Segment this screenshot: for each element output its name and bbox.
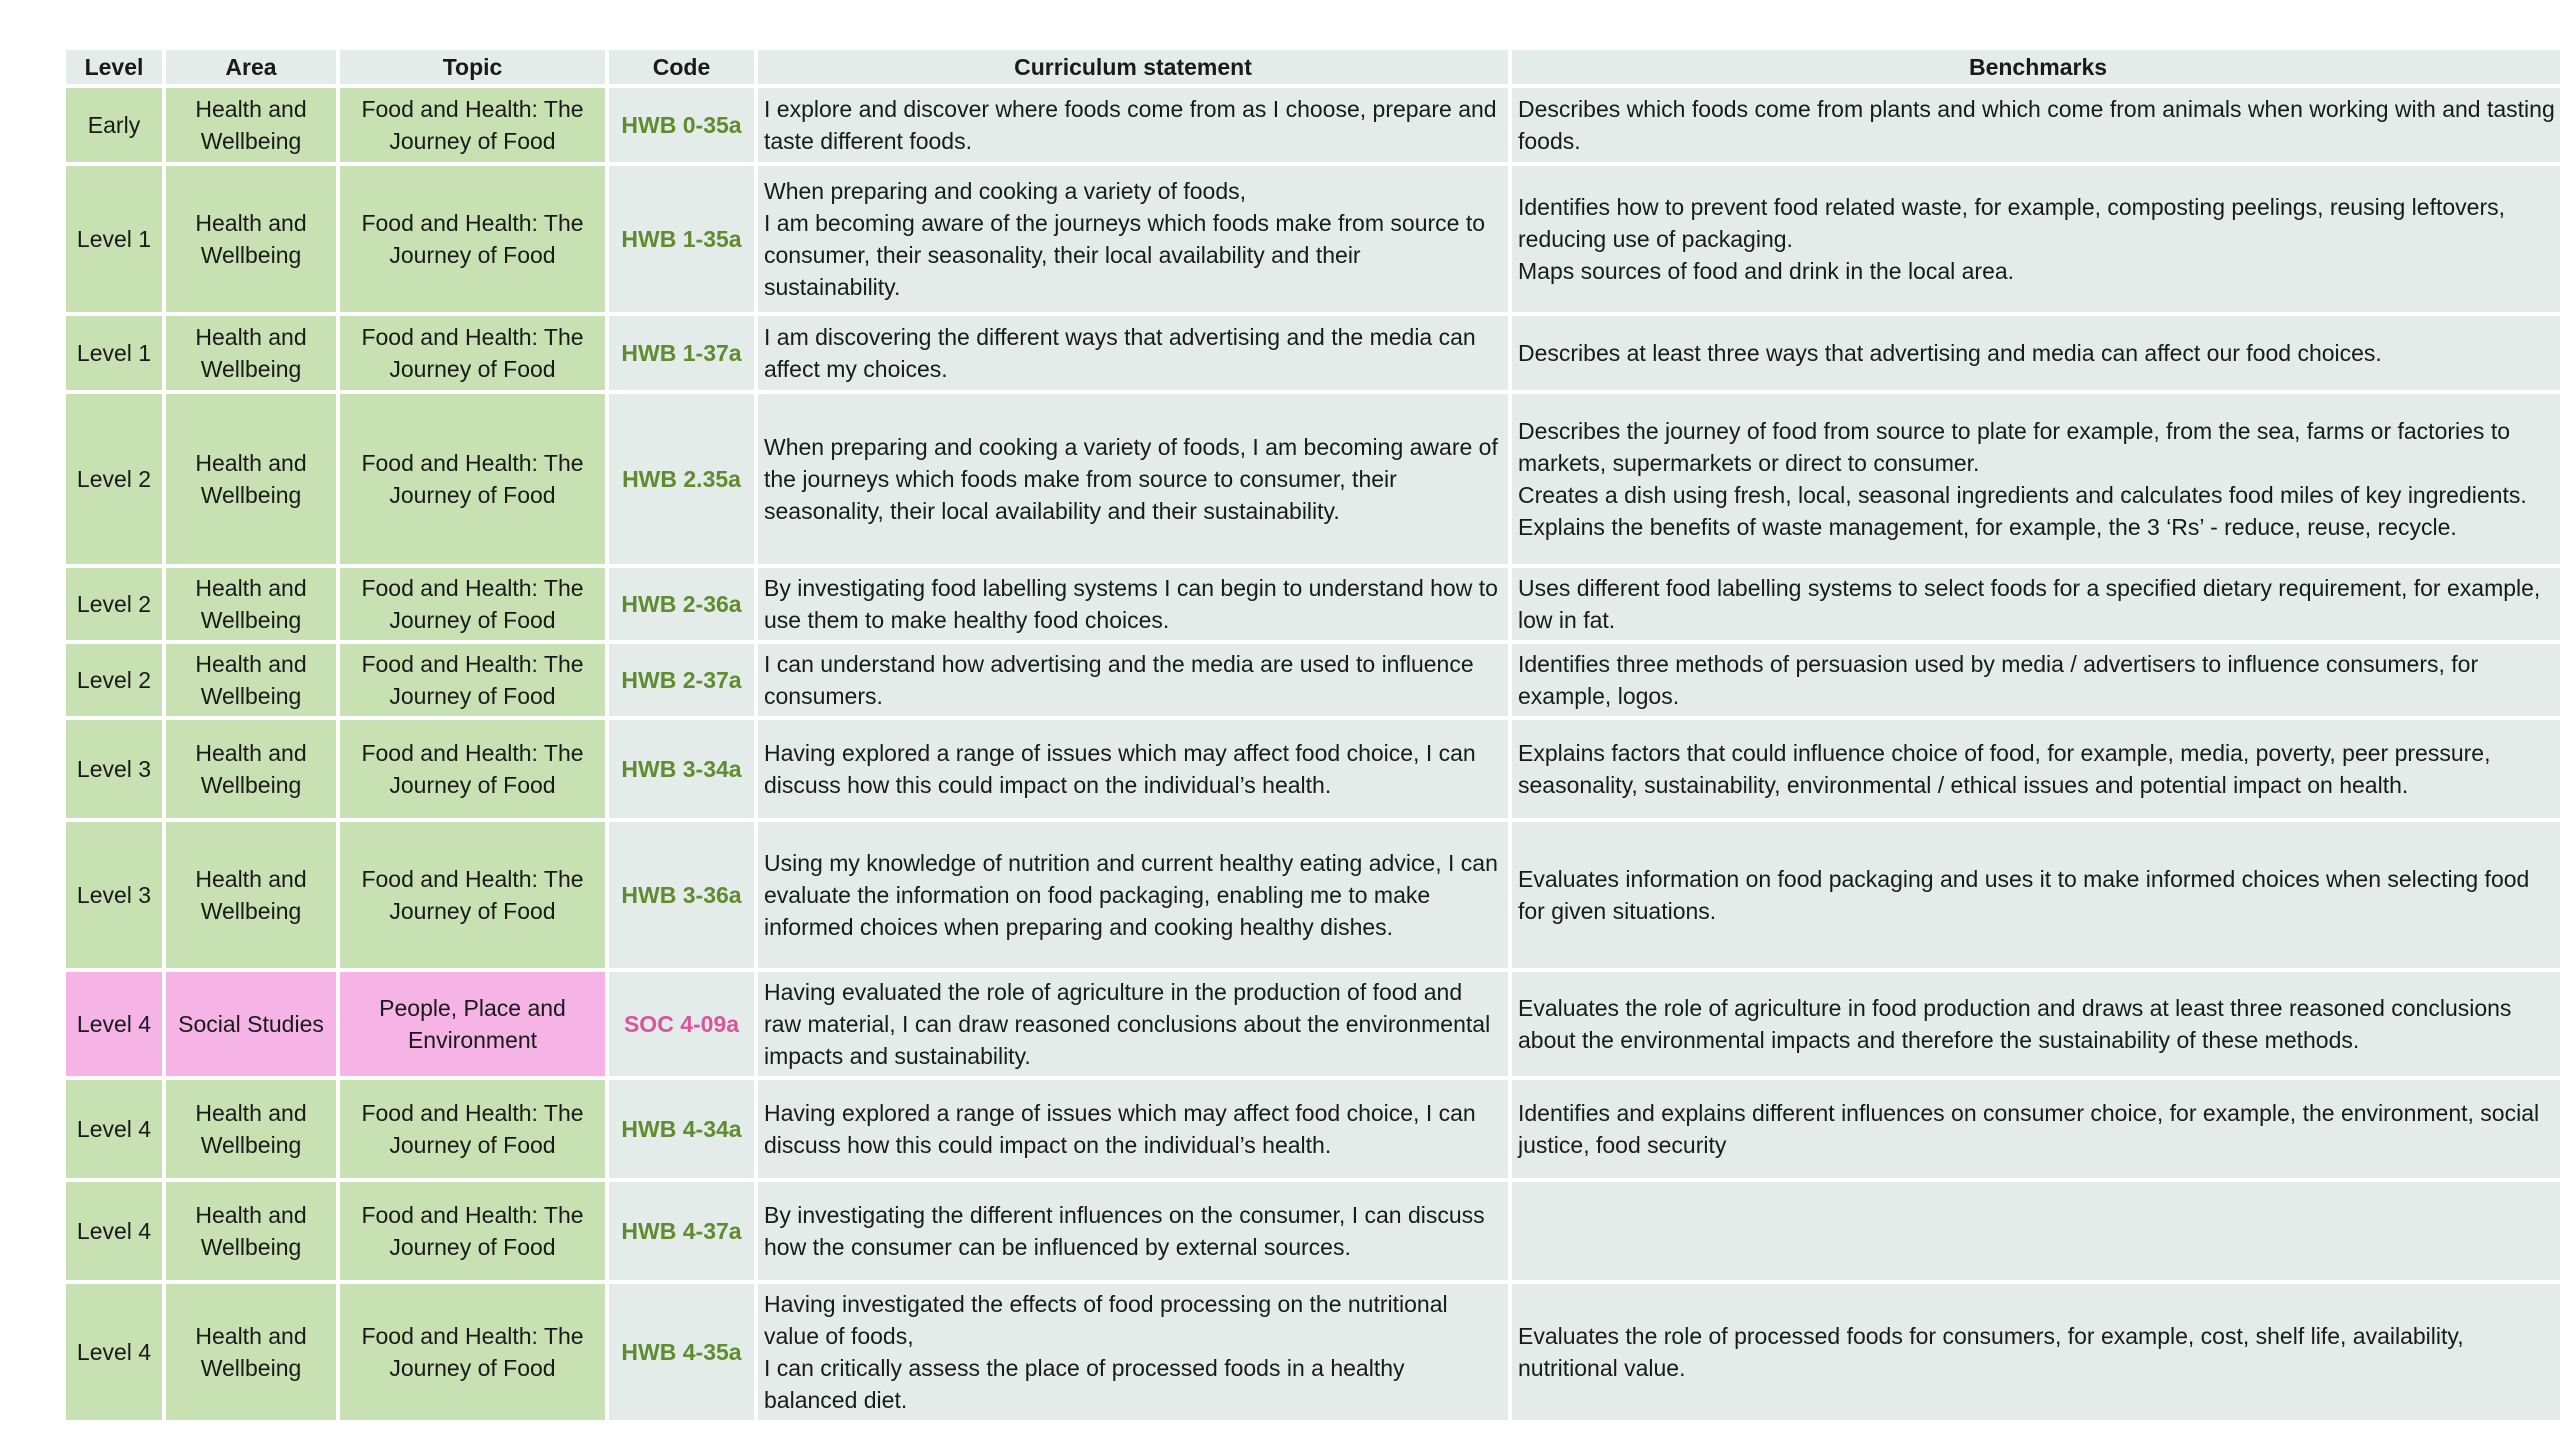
code-cell: HWB 4-37a (609, 1182, 754, 1280)
benchmarks-cell: Identifies and explains different influences on consumer choice, for example, the environment, social justice, food security (1512, 1080, 2560, 1178)
level-cell: Level 4 (66, 1080, 162, 1178)
header-statement: Curriculum statement (758, 50, 1508, 84)
level-cell: Level 2 (66, 568, 162, 640)
benchmarks-cell: Uses different food labelling systems to select foods for a specified dietary requirement, for example, low in fat. (1512, 568, 2560, 640)
header-topic: Topic (340, 50, 605, 84)
area-cell: Health and Wellbeing (166, 1284, 336, 1420)
area-cell: Health and Wellbeing (166, 1182, 336, 1280)
table-row (66, 972, 2560, 1076)
code-cell: HWB 4-34a (609, 1080, 754, 1178)
code-cell: HWB 3-34a (609, 720, 754, 818)
benchmarks-cell: Identifies three methods of persuasion used by media / advertisers to influence consumers, for example, logos. (1512, 644, 2560, 716)
table-row (66, 822, 2560, 968)
table-row (66, 568, 2560, 640)
area-cell: Health and Wellbeing (166, 822, 336, 968)
area-cell: Health and Wellbeing (166, 568, 336, 640)
code-cell: HWB 2.35a (609, 394, 754, 564)
topic-cell: Food and Health: The Journey of Food (340, 88, 605, 162)
statement-cell: I explore and discover where foods come from as I choose, prepare and taste different foods. (758, 88, 1508, 162)
curriculum-table (62, 46, 2560, 1424)
table-row (66, 394, 2560, 564)
code-cell: HWB 2-36a (609, 568, 754, 640)
area-cell: Health and Wellbeing (166, 88, 336, 162)
area-cell: Health and Wellbeing (166, 394, 336, 564)
table-row (66, 720, 2560, 818)
topic-cell: Food and Health: The Journey of Food (340, 568, 605, 640)
topic-cell: Food and Health: The Journey of Food (340, 644, 605, 716)
benchmarks-cell: Evaluates the role of processed foods for consumers, for example, cost, shelf life, availability, nutritional value. (1512, 1284, 2560, 1420)
table-row (66, 1080, 2560, 1178)
level-cell: Level 2 (66, 644, 162, 716)
topic-cell: Food and Health: The Journey of Food (340, 166, 605, 312)
statement-cell: Having investigated the effects of food processing on the nutritional value of foods, I can critically assess the place of processed foods in a healthy balanced diet. (758, 1284, 1508, 1420)
level-cell: Level 1 (66, 166, 162, 312)
table-row (66, 166, 2560, 312)
level-cell: Early (66, 88, 162, 162)
table-row (66, 1284, 2560, 1420)
code-cell: HWB 1-35a (609, 166, 754, 312)
topic-cell: Food and Health: The Journey of Food (340, 822, 605, 968)
code-cell: HWB 1-37a (609, 316, 754, 390)
table-row (66, 316, 2560, 390)
code-cell: SOC 4-09a (609, 972, 754, 1076)
area-cell: Health and Wellbeing (166, 316, 336, 390)
code-cell: HWB 2-37a (609, 644, 754, 716)
area-cell: Social Studies (166, 972, 336, 1076)
header-benchmarks: Benchmarks (1512, 50, 2560, 84)
benchmarks-cell: Evaluates the role of agriculture in food production and draws at least three reasoned conclusions about the environmental impacts and therefore the sustainability of these methods. (1512, 972, 2560, 1076)
header-level: Level (66, 50, 162, 84)
topic-cell: Food and Health: The Journey of Food (340, 1284, 605, 1420)
topic-cell: Food and Health: The Journey of Food (340, 1080, 605, 1178)
statement-cell: I am discovering the different ways that advertising and the media can affect my choices. (758, 316, 1508, 390)
topic-cell: Food and Health: The Journey of Food (340, 1182, 605, 1280)
area-cell: Health and Wellbeing (166, 1080, 336, 1178)
header-code: Code (609, 50, 754, 84)
table-row (66, 644, 2560, 716)
header-area: Area (166, 50, 336, 84)
benchmarks-cell: Describes at least three ways that advertising and media can affect our food choices. (1512, 316, 2560, 390)
topic-cell: Food and Health: The Journey of Food (340, 394, 605, 564)
statement-cell: Having explored a range of issues which may affect food choice, I can discuss how this could impact on the individual’s health. (758, 720, 1508, 818)
level-cell: Level 3 (66, 822, 162, 968)
benchmarks-cell: Identifies how to prevent food related waste, for example, composting peelings, reusing leftovers, reducing use of packaging. Maps sources of food and drink in the local area. (1512, 166, 2560, 312)
level-cell: Level 2 (66, 394, 162, 564)
statement-cell: When preparing and cooking a variety of foods, I am becoming aware of the journeys which foods make from source to consumer, their seasonality, their local availability and their sustainability. (758, 394, 1508, 564)
level-cell: Level 4 (66, 972, 162, 1076)
code-cell: HWB 0-35a (609, 88, 754, 162)
area-cell: Health and Wellbeing (166, 720, 336, 818)
benchmarks-cell: Explains factors that could influence choice of food, for example, media, poverty, peer pressure, seasonality, sustainability, environmental / ethical issues and potential impact on health. (1512, 720, 2560, 818)
topic-cell: People, Place and Environment (340, 972, 605, 1076)
statement-cell: I can understand how advertising and the media are used to influence consumers. (758, 644, 1508, 716)
code-cell: HWB 3-36a (609, 822, 754, 968)
area-cell: Health and Wellbeing (166, 166, 336, 312)
topic-cell: Food and Health: The Journey of Food (340, 316, 605, 390)
table-row (66, 88, 2560, 162)
statement-cell: Having explored a range of issues which may affect food choice, I can discuss how this could impact on the individual’s health. (758, 1080, 1508, 1178)
benchmarks-cell: Describes which foods come from plants and which come from animals when working with and tasting foods. (1512, 88, 2560, 162)
level-cell: Level 4 (66, 1182, 162, 1280)
benchmarks-cell (1512, 1182, 2560, 1280)
table-row (66, 1182, 2560, 1280)
statement-cell: Having evaluated the role of agriculture in the production of food and raw material, I can draw reasoned conclusions about the environmental impacts and sustainability. (758, 972, 1508, 1076)
level-cell: Level 3 (66, 720, 162, 818)
statement-cell: When preparing and cooking a variety of foods, I am becoming aware of the journeys which foods make from source to consumer, their seasonality, their local availability and their sustainability. (758, 166, 1508, 312)
header-row (66, 50, 2560, 84)
benchmarks-cell: Describes the journey of food from source to plate for example, from the sea, farms or factories to markets, supermarkets or direct to consumer. Creates a dish using fresh, local, seasonal ingredients and calculates food miles of key ingredients. Explains the benefits of waste management, for example, the 3 ‘Rs’ - reduce, reuse, recycle. (1512, 394, 2560, 564)
code-cell: HWB 4-35a (609, 1284, 754, 1420)
statement-cell: By investigating food labelling systems I can begin to understand how to use them to make healthy food choices. (758, 568, 1508, 640)
statement-cell: By investigating the different influences on the consumer, I can discuss how the consumer can be influenced by external sources. (758, 1182, 1508, 1280)
statement-cell: Using my knowledge of nutrition and current healthy eating advice, I can evaluate the information on food packaging, enabling me to make informed choices when preparing and cooking healthy dishes. (758, 822, 1508, 968)
benchmarks-cell: Evaluates information on food packaging and uses it to make informed choices when selecting food for given situations. (1512, 822, 2560, 968)
level-cell: Level 1 (66, 316, 162, 390)
area-cell: Health and Wellbeing (166, 644, 336, 716)
level-cell: Level 4 (66, 1284, 162, 1420)
curriculum-table-container (62, 46, 2555, 1424)
topic-cell: Food and Health: The Journey of Food (340, 720, 605, 818)
